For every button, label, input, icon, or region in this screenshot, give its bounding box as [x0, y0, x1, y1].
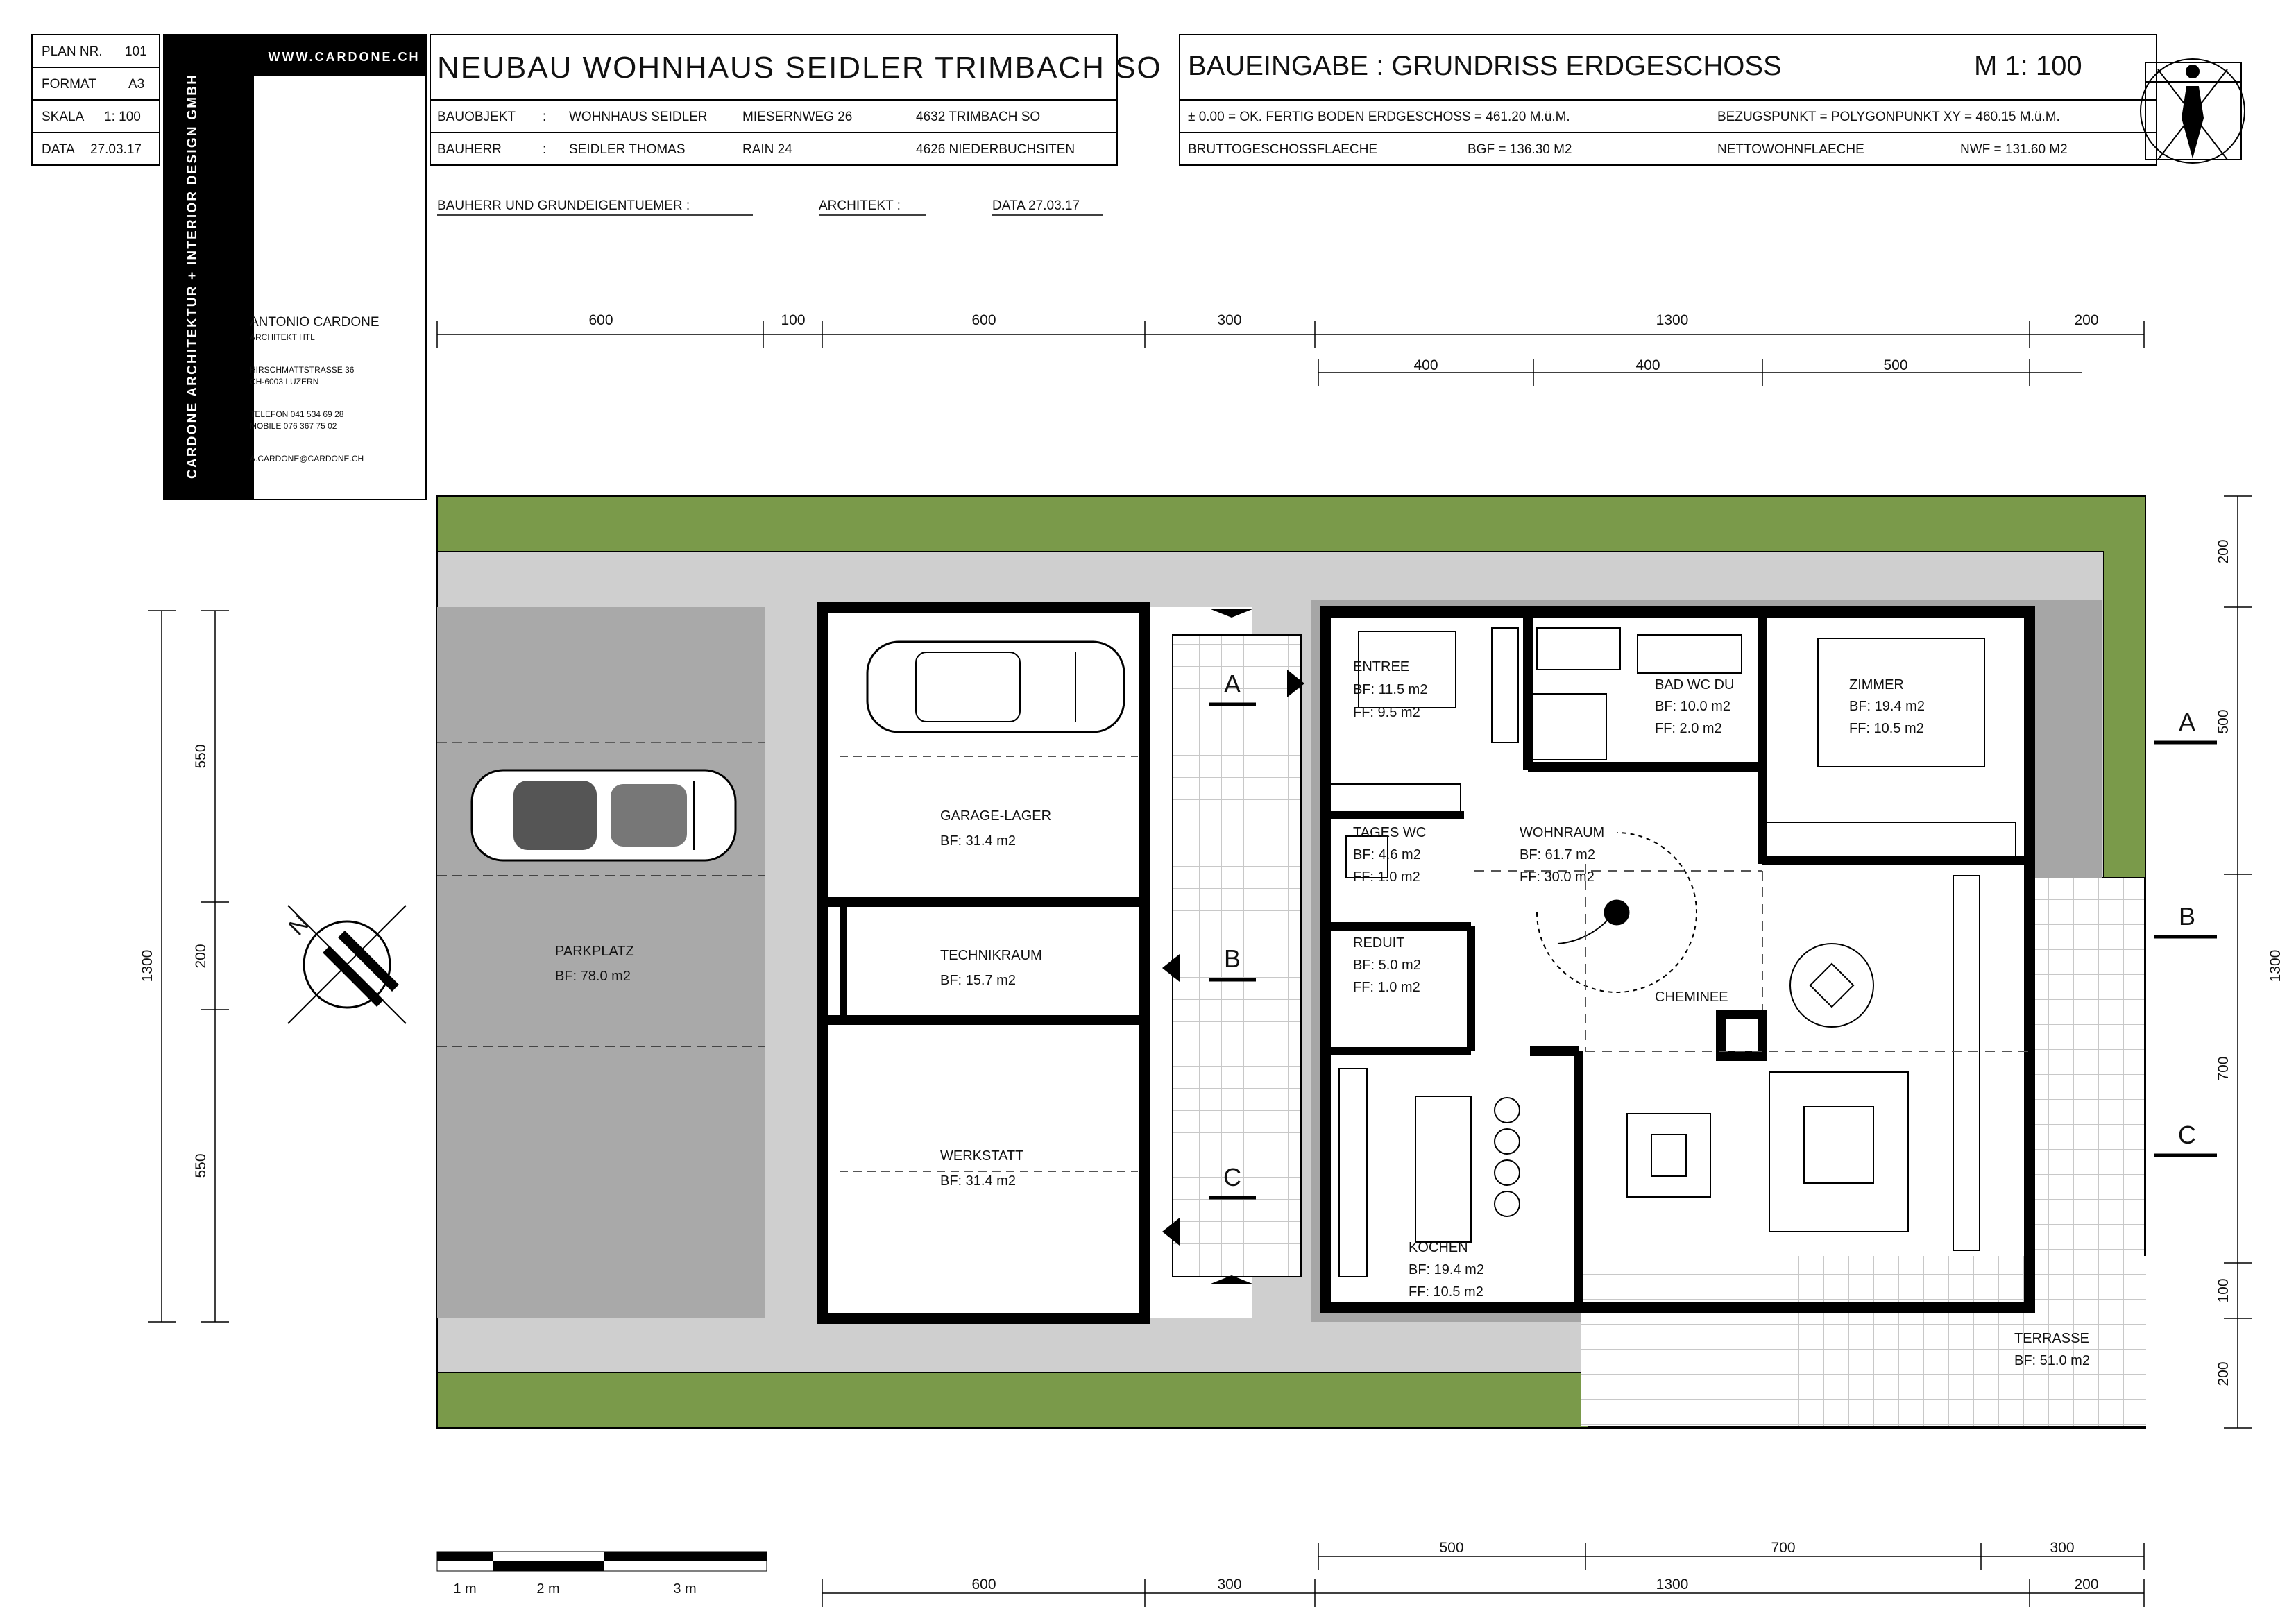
net-label: NETTOWOHNFLAECHE [1717, 142, 1864, 157]
room-name-parkplatz: PARKPLATZ [555, 944, 634, 959]
north-label: N [283, 910, 315, 941]
project-r2-c5: 4626 NIEDERBUCHSITEN [916, 142, 1075, 157]
room-bf-tageswc: BF: 4.6 m2 [1353, 847, 1421, 863]
project-block [430, 35, 1162, 215]
north-arrow-icon [284, 906, 406, 1023]
room-ff-reduit: FF: 1.0 m2 [1353, 980, 1420, 995]
room-name-wohnraum: WOHNRAUM [1520, 825, 1605, 840]
section-mark-c-right: C [2178, 1121, 2196, 1149]
room-bf-parkplatz: BF: 78.0 m2 [555, 969, 631, 984]
dim-top-1: 600 [588, 312, 613, 328]
project-r1-c4: MIESERNWEG 26 [742, 110, 853, 124]
dim-bottom-3: 300 [2050, 1540, 2075, 1556]
dim-right-1: 200 [2216, 539, 2231, 564]
room-name-cheminee: CHEMINEE [1655, 989, 1728, 1005]
sign-owner: BAUHERR UND GRUNDEIGENTUEMER : [437, 198, 690, 213]
room-ff-wohnraum: FF: 30.0 m2 [1520, 869, 1595, 885]
room-ff-bad: FF: 2.0 m2 [1655, 721, 1722, 736]
section-mark-b: B [1223, 944, 1241, 973]
dim-top-4: 300 [1217, 312, 1242, 328]
room-ff-entree: FF: 9.5 m2 [1353, 705, 1420, 720]
sign-architect: ARCHITEKT : [819, 198, 901, 213]
reference-text: BEZUGSPUNKT = POLYGONPUNKT XY = 460.15 M.ü.M. [1717, 110, 2060, 124]
date-label: DATA [42, 142, 75, 157]
firm-website: WWW.CARDONE.CH [268, 50, 420, 64]
room-name-garage: GARAGE-LAGER [940, 808, 1052, 824]
dim-right-3: 1300 [2268, 949, 2284, 983]
project-r1-c2: : [543, 110, 547, 124]
firm-block [164, 35, 426, 500]
room-name-technik: TECHNIKRAUM [940, 948, 1042, 963]
project-r2-c3: SEIDLER THOMAS [569, 142, 686, 157]
dim-top-5: 1300 [1656, 312, 1689, 328]
section-mark-a: A [1223, 670, 1241, 698]
sign-date: DATA 27.03.17 [992, 198, 1080, 213]
firm-phone: TELEFON 041 534 69 28 [250, 409, 344, 419]
dim-right-4: 700 [2216, 1056, 2231, 1081]
car-icon [472, 770, 735, 860]
room-ff-tageswc: FF: 1.0 m2 [1353, 869, 1420, 885]
room-name-tageswc: TAGES WC [1353, 825, 1427, 840]
room-name-werkstatt: WERKSTATT [940, 1148, 1024, 1164]
room-name-kochen: KOCHEN [1409, 1240, 1468, 1255]
scale-bar-1m: 1 m [453, 1581, 477, 1597]
plan-scale: M 1: 100 [1974, 51, 2082, 81]
dim-bottom2-4: 200 [2074, 1577, 2099, 1592]
dim-top2-3: 500 [1883, 357, 1908, 373]
scale-bar-2m: 2 m [536, 1581, 560, 1597]
firm-city: CH-6003 LUZERN [250, 377, 319, 386]
scale-label: SKALA [42, 110, 85, 124]
format-value: A3 [128, 77, 145, 92]
section-mark-c: C [1223, 1163, 1241, 1191]
dim-left-2: 200 [193, 944, 209, 969]
project-r1-c5: 4632 TRIMBACH SO [916, 110, 1041, 124]
room-bf-garage: BF: 31.4 m2 [940, 833, 1016, 849]
project-r2-c4: RAIN 24 [742, 142, 792, 157]
project-r1-c1: BAUOBJEKT [437, 110, 516, 124]
dim-bottom2-1: 600 [971, 1577, 996, 1592]
dim-top2-1: 400 [1413, 357, 1438, 373]
dim-top2-2: 400 [1635, 357, 1660, 373]
scale-bar-3m: 3 m [673, 1581, 697, 1597]
plan-title: BAUEINGABE : GRUNDRISS ERDGESCHOSS [1188, 51, 1782, 81]
room-ff-zimmer: FF: 10.5 m2 [1849, 721, 1924, 736]
firm-mobile: MOBILE 076 367 75 02 [250, 421, 337, 431]
dim-right-5: 100 [2216, 1278, 2231, 1303]
dim-right-6: 200 [2216, 1361, 2231, 1386]
dim-left-1: 550 [193, 744, 209, 769]
gross-value: BGF = 136.30 M2 [1468, 142, 1572, 157]
scale-bar [437, 1552, 767, 1597]
dim-bottom2-2: 300 [1217, 1577, 1242, 1592]
scale-value: 1: 100 [104, 110, 141, 124]
dim-top-3: 600 [971, 312, 996, 328]
date-value: 27.03.17 [90, 142, 142, 157]
firm-vertical-title: CARDONE ARCHITEKTUR + INTERIOR DESIGN GMBH [185, 73, 200, 479]
project-title: NEUBAU WOHNHAUS SEIDLER TRIMBACH SO [437, 51, 1162, 85]
dim-bottom-2: 700 [1771, 1540, 1796, 1556]
project-r1-c3: WOHNHAUS SEIDLER [569, 110, 708, 124]
room-bf-technik: BF: 15.7 m2 [940, 973, 1016, 988]
project-r2-c2: : [543, 142, 547, 157]
room-bf-kochen: BF: 19.4 m2 [1409, 1262, 1484, 1277]
room-name-entree: ENTREE [1353, 659, 1410, 674]
room-name-zimmer: ZIMMER [1849, 677, 1904, 692]
plan-nr-label: PLAN NR. [42, 44, 103, 59]
room-bf-entree: BF: 11.5 m2 [1353, 682, 1428, 697]
room-bf-reduit: BF: 5.0 m2 [1353, 958, 1421, 973]
dim-right-2: 500 [2216, 709, 2231, 734]
garage-car-icon [867, 642, 1124, 732]
gross-label: BRUTTOGESCHOSSFLAECHE [1188, 142, 1378, 157]
plan-header-block [1180, 35, 2245, 165]
room-bf-terrasse: BF: 51.0 m2 [2014, 1353, 2090, 1368]
room-bf-bad: BF: 10.0 m2 [1655, 699, 1730, 714]
room-name-bad: BAD WC DU [1655, 677, 1735, 692]
architect-title: ARCHITEKT HTL [250, 332, 315, 342]
dim-top-2: 100 [781, 312, 806, 328]
room-bf-wohnraum: BF: 61.7 m2 [1520, 847, 1595, 863]
project-r2-c1: BAUHERR [437, 142, 502, 157]
site-base [437, 496, 2146, 1428]
section-mark-a-right: A [2178, 708, 2196, 736]
firm-street: HIRSCHMATTSTRASSE 36 [250, 365, 355, 375]
dim-left-total: 1300 [139, 949, 155, 983]
dim-top-6: 200 [2074, 312, 2099, 328]
dim-left-3: 550 [193, 1153, 209, 1178]
format-label: FORMAT [42, 77, 96, 92]
room-ff-kochen: FF: 10.5 m2 [1409, 1284, 1483, 1300]
room-name-reduit: REDUIT [1353, 935, 1405, 951]
level-text: ± 0.00 = OK. FERTIG BODEN ERDGESCHOSS = 461.20 M.ü.M. [1188, 110, 1570, 124]
room-name-terrasse: TERRASSE [2014, 1331, 2089, 1346]
room-bf-werkstatt: BF: 31.4 m2 [940, 1173, 1016, 1189]
section-mark-b-right: B [2178, 902, 2196, 931]
room-bf-zimmer: BF: 19.4 m2 [1849, 699, 1925, 714]
dim-bottom-1: 500 [1439, 1540, 1464, 1556]
plan-nr-value: 101 [125, 44, 147, 59]
dim-bottom2-3: 1300 [1656, 1577, 1689, 1592]
architect-name: ANTONIO CARDONE [250, 315, 380, 330]
firm-email: A.CARDONE@CARDONE.CH [250, 454, 364, 464]
net-value: NWF = 131.60 M2 [1960, 142, 2068, 157]
